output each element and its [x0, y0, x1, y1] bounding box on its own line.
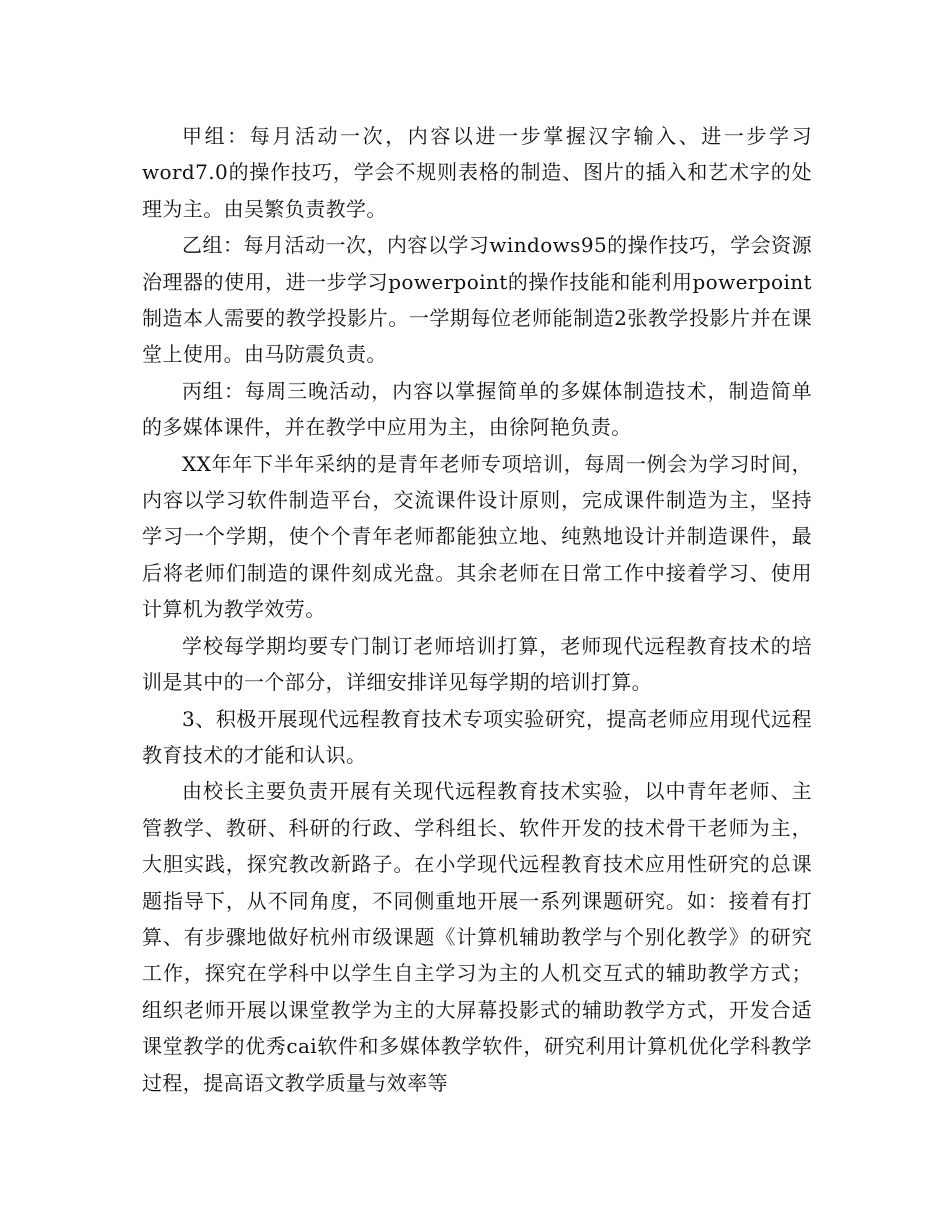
paragraph-group-c: 丙组：每周三晚活动，内容以掌握简单的多媒体制造技术，制造简单的多媒体课件，并在教学中应用为主，由徐阿艳负责。: [142, 378, 812, 440]
document-body: [142, 118, 812, 1101]
paragraph-section-3-heading: 3、积极开展现代远程教育技术专项实验研究，提高老师应用现代远程教育技术的才能和认识。: [142, 706, 812, 767]
paragraph-group-b: 乙组：每月活动一次，内容以学习windows95的操作技巧，学会资源治理器的使用，进一步学习powerpoint的操作技能和能利用powerpoint制造本人需要的教学投影片。一学期每位老师能制造2张教学投影片并在课堂上使用。由马防震负责。: [142, 233, 812, 367]
paragraph-research: 由校长主要负责开展有关现代远程教育技术实验，以中青年老师、主管教学、教研、科研的行政、学科组长、软件开发的技术骨干老师为主，大胆实践，探究教改新路子。在小学现代远程教育技术应用性研究的总课题指导下，从不同角度，不同侧重地开展一系列课题研究。如：接着有打算、有步骤地做好杭州市级课题《计算机辅助教学与个别化教学》的研究工作，探究在学科中以学生自主学习为主的人机交互式的辅助教学方式；组织老师开展以课堂教学为主的大屏幕投影式的辅助教学方式，开发合适课堂教学的优秀cai软件和多媒体教学软件，研究利用计算机优化学科教学过程，提高语文教学质量与效率等: [142, 779, 812, 1095]
paragraph-training-plan: 学校每学期均要专门制订老师培训打算，老师现代远程教育技术的培训是其中的一个部分，详细安排详见每学期的培训打算。: [142, 633, 812, 695]
paragraph-youth-training: XX年年下半年采纳的是青年老师专项培训，每周一例会为学习时间，内容以学习软件制造平台，交流课件设计原则，完成课件制造为主，坚持学习一个学期，使个个青年老师都能独立地、纯熟地设计并制造课件，最后将老师们制造的课件刻成光盘。其余老师在日常工作中接着学习、使用计算机为教学效劳。: [142, 451, 812, 622]
paragraph-group-a: 甲组：每月活动一次，内容以进一步掌握汉字输入、进一步学习word7.0的操作技巧，学会不规则表格的制造、图片的插入和艺术字的处理为主。由吴繁负责教学。: [142, 124, 812, 221]
